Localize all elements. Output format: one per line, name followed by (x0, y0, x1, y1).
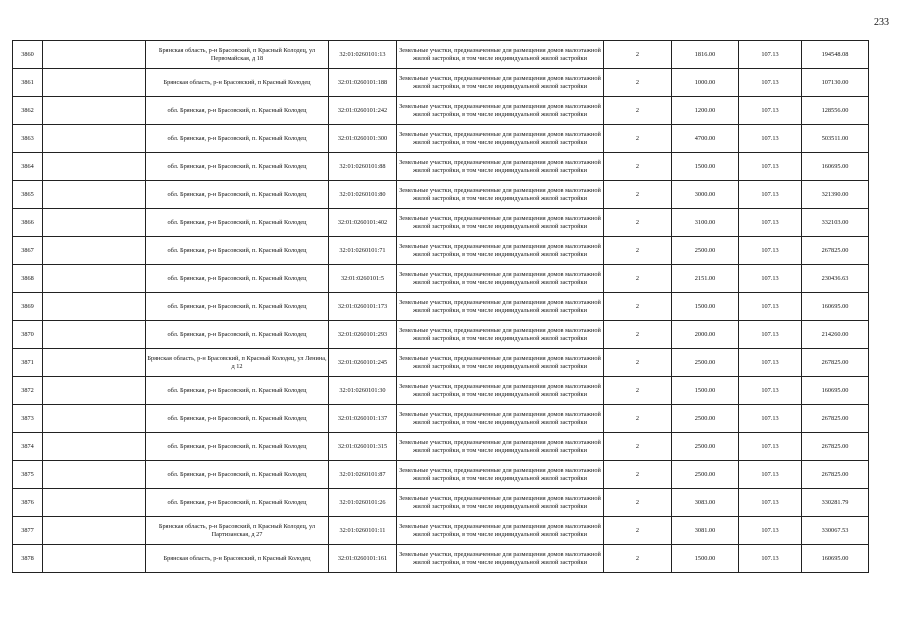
cell-rate: 107.13 (739, 237, 802, 265)
cell-row-number: 3875 (13, 461, 43, 489)
cell-permitted-use: Земельные участки, предназначенные для размещения домов малоэтажной жилой застройки, в том числе индивидуальной жилой застройки (397, 545, 604, 573)
cell-cadastral-value: 128556.00 (802, 97, 869, 125)
cell-row-number: 3871 (13, 349, 43, 377)
table-row (13, 433, 869, 461)
cell-address: обл. Брянская, р-н Брасовский, п. Красный Колодец (146, 489, 329, 517)
table-row (13, 237, 869, 265)
cell-rate: 107.13 (739, 265, 802, 293)
cell-cadastral-value: 160695.00 (802, 293, 869, 321)
cell-area: 1500.00 (672, 293, 739, 321)
table-row (13, 97, 869, 125)
table-body (13, 41, 869, 573)
cell-category: 2 (604, 209, 672, 237)
cell-address: обл. Брянская, р-н Брасовский, п. Красный Колодец (146, 181, 329, 209)
cell-address: обл. Брянская, р-н Брасовский, п. Красный Колодец (146, 405, 329, 433)
cell-empty (43, 125, 146, 153)
cell-cadastral-value: 330067.53 (802, 517, 869, 545)
cell-empty (43, 209, 146, 237)
cell-cadastral-value: 503511.00 (802, 125, 869, 153)
cell-area: 3000.00 (672, 181, 739, 209)
cell-area: 3100.00 (672, 209, 739, 237)
cell-address: обл. Брянская, р-н Брасовский, п. Красный Колодец (146, 433, 329, 461)
cell-cadastral-value: 107130.00 (802, 69, 869, 97)
cell-area: 2500.00 (672, 349, 739, 377)
cell-rate: 107.13 (739, 433, 802, 461)
cell-permitted-use: Земельные участки, предназначенные для размещения домов малоэтажной жилой застройки, в том числе индивидуальной жилой застройки (397, 265, 604, 293)
cell-category: 2 (604, 237, 672, 265)
cell-permitted-use: Земельные участки, предназначенные для размещения домов малоэтажной жилой застройки, в том числе индивидуальной жилой застройки (397, 349, 604, 377)
cell-cadastral-number: 32:01:0260101:402 (329, 209, 397, 237)
cell-permitted-use: Земельные участки, предназначенные для размещения домов малоэтажной жилой застройки, в том числе индивидуальной жилой застройки (397, 237, 604, 265)
cell-row-number: 3865 (13, 181, 43, 209)
cell-cadastral-number: 32:01:0260101:242 (329, 97, 397, 125)
cell-empty (43, 69, 146, 97)
cell-permitted-use: Земельные участки, предназначенные для размещения домов малоэтажной жилой застройки, в том числе индивидуальной жилой застройки (397, 69, 604, 97)
cell-category: 2 (604, 349, 672, 377)
cell-cadastral-number: 32:01:0260101:293 (329, 321, 397, 349)
cell-address: обл. Брянская, р-н Брасовский, п. Красный Колодец (146, 377, 329, 405)
table-row (13, 41, 869, 69)
cell-rate: 107.13 (739, 517, 802, 545)
cell-area: 3081.00 (672, 517, 739, 545)
cell-permitted-use: Земельные участки, предназначенные для размещения домов малоэтажной жилой застройки, в том числе индивидуальной жилой застройки (397, 405, 604, 433)
cell-cadastral-number: 32:01:0260101:71 (329, 237, 397, 265)
cell-permitted-use: Земельные участки, предназначенные для размещения домов малоэтажной жилой застройки, в том числе индивидуальной жилой застройки (397, 517, 604, 545)
table-row (13, 405, 869, 433)
cell-rate: 107.13 (739, 125, 802, 153)
cell-cadastral-value: 267825.00 (802, 405, 869, 433)
cell-area: 2500.00 (672, 433, 739, 461)
cell-category: 2 (604, 153, 672, 181)
cell-row-number: 3866 (13, 209, 43, 237)
table-row (13, 181, 869, 209)
cell-cadastral-value: 321390.00 (802, 181, 869, 209)
cell-row-number: 3861 (13, 69, 43, 97)
cell-cadastral-value: 160695.00 (802, 153, 869, 181)
cell-cadastral-value: 214260.00 (802, 321, 869, 349)
cell-address: Брянская область, р-н Брасовский, п Красный Колодец (146, 69, 329, 97)
cell-rate: 107.13 (739, 461, 802, 489)
cell-rate: 107.13 (739, 293, 802, 321)
cell-rate: 107.13 (739, 153, 802, 181)
cell-area: 2000.00 (672, 321, 739, 349)
page-number: 233 (874, 17, 889, 28)
cell-area: 1200.00 (672, 97, 739, 125)
cell-address: обл. Брянская, р-н Брасовский, п. Красный Колодец (146, 209, 329, 237)
cell-permitted-use: Земельные участки, предназначенные для размещения домов малоэтажной жилой застройки, в том числе индивидуальной жилой застройки (397, 153, 604, 181)
cell-empty (43, 293, 146, 321)
cell-rate: 107.13 (739, 41, 802, 69)
cell-cadastral-number: 32:01:0260101:88 (329, 153, 397, 181)
cell-empty (43, 321, 146, 349)
cell-rate: 107.13 (739, 405, 802, 433)
cell-empty (43, 153, 146, 181)
cell-cadastral-number: 32:01:0260101:13 (329, 41, 397, 69)
cell-category: 2 (604, 545, 672, 573)
cell-permitted-use: Земельные участки, предназначенные для размещения домов малоэтажной жилой застройки, в том числе индивидуальной жилой застройки (397, 41, 604, 69)
cell-row-number: 3870 (13, 321, 43, 349)
table-row (13, 321, 869, 349)
table-row (13, 377, 869, 405)
cell-permitted-use: Земельные участки, предназначенные для размещения домов малоэтажной жилой застройки, в том числе индивидуальной жилой застройки (397, 97, 604, 125)
cell-cadastral-value: 267825.00 (802, 433, 869, 461)
cell-cadastral-value: 194548.08 (802, 41, 869, 69)
cell-category: 2 (604, 517, 672, 545)
cell-address: обл. Брянская, р-н Брасовский, п. Красный Колодец (146, 153, 329, 181)
cell-address: обл. Брянская, р-н Брасовский, п. Красный Колодец (146, 237, 329, 265)
cell-category: 2 (604, 97, 672, 125)
cell-cadastral-number: 32:01:0260101:80 (329, 181, 397, 209)
cell-rate: 107.13 (739, 349, 802, 377)
cell-category: 2 (604, 69, 672, 97)
cell-rate: 107.13 (739, 545, 802, 573)
cell-empty (43, 489, 146, 517)
table-row (13, 265, 869, 293)
cell-address: Брянская область, р-н Брасовский, п Красный Колодец, ул Первомайская, д 18 (146, 41, 329, 69)
cell-permitted-use: Земельные участки, предназначенные для размещения домов малоэтажной жилой застройки, в том числе индивидуальной жилой застройки (397, 489, 604, 517)
cell-cadastral-value: 267825.00 (802, 461, 869, 489)
cell-row-number: 3872 (13, 377, 43, 405)
cell-area: 1500.00 (672, 153, 739, 181)
cell-cadastral-number: 32:01:0260101:87 (329, 461, 397, 489)
cell-permitted-use: Земельные участки, предназначенные для размещения домов малоэтажной жилой застройки, в том числе индивидуальной жилой застройки (397, 181, 604, 209)
cell-category: 2 (604, 293, 672, 321)
cell-cadastral-number: 32:01:0260101:5 (329, 265, 397, 293)
cell-empty (43, 181, 146, 209)
cell-row-number: 3860 (13, 41, 43, 69)
cell-cadastral-number: 32:01:0260101:26 (329, 489, 397, 517)
cell-cadastral-number: 32:01:0260101:188 (329, 69, 397, 97)
cell-row-number: 3864 (13, 153, 43, 181)
cell-category: 2 (604, 321, 672, 349)
cell-empty (43, 97, 146, 125)
land-registry-table (12, 40, 869, 573)
cell-area: 2500.00 (672, 405, 739, 433)
cell-row-number: 3873 (13, 405, 43, 433)
cell-cadastral-value: 267825.00 (802, 237, 869, 265)
cell-empty (43, 265, 146, 293)
cell-area: 1500.00 (672, 377, 739, 405)
cell-address: обл. Брянская, р-н Брасовский, п. Красный Колодец (146, 265, 329, 293)
cell-permitted-use: Земельные участки, предназначенные для размещения домов малоэтажной жилой застройки, в том числе индивидуальной жилой застройки (397, 433, 604, 461)
cell-row-number: 3868 (13, 265, 43, 293)
cell-area: 4700.00 (672, 125, 739, 153)
cell-permitted-use: Земельные участки, предназначенные для размещения домов малоэтажной жилой застройки, в том числе индивидуальной жилой застройки (397, 125, 604, 153)
cell-cadastral-number: 32:01:0260101:300 (329, 125, 397, 153)
cell-address: обл. Брянская, р-н Брасовский, п. Красный Колодец (146, 125, 329, 153)
cell-area: 1000.00 (672, 69, 739, 97)
cell-address: Брянская область, р-н Брасовский, п Красный Колодец, ул Партизанская, д 27 (146, 517, 329, 545)
table-row (13, 153, 869, 181)
cell-address: Брянская область, р-н Брасовский, п Красный Колодец (146, 545, 329, 573)
cell-row-number: 3877 (13, 517, 43, 545)
cell-permitted-use: Земельные участки, предназначенные для размещения домов малоэтажной жилой застройки, в том числе индивидуальной жилой застройки (397, 461, 604, 489)
cell-category: 2 (604, 489, 672, 517)
cell-area: 2500.00 (672, 237, 739, 265)
cell-permitted-use: Земельные участки, предназначенные для размещения домов малоэтажной жилой застройки, в том числе индивидуальной жилой застройки (397, 377, 604, 405)
cell-rate: 107.13 (739, 377, 802, 405)
cell-empty (43, 377, 146, 405)
cell-area: 1500.00 (672, 545, 739, 573)
cell-rate: 107.13 (739, 69, 802, 97)
cell-category: 2 (604, 125, 672, 153)
cell-address: обл. Брянская, р-н Брасовский, п. Красный Колодец (146, 293, 329, 321)
cell-permitted-use: Земельные участки, предназначенные для размещения домов малоэтажной жилой застройки, в том числе индивидуальной жилой застройки (397, 209, 604, 237)
cell-rate: 107.13 (739, 97, 802, 125)
cell-empty (43, 41, 146, 69)
cell-row-number: 3867 (13, 237, 43, 265)
cell-cadastral-value: 160695.00 (802, 377, 869, 405)
cell-empty (43, 349, 146, 377)
cell-row-number: 3862 (13, 97, 43, 125)
cell-row-number: 3876 (13, 489, 43, 517)
cell-cadastral-number: 32:01:0260101:161 (329, 545, 397, 573)
cell-cadastral-number: 32:01:0260101:315 (329, 433, 397, 461)
cell-category: 2 (604, 377, 672, 405)
cell-empty (43, 517, 146, 545)
cell-cadastral-number: 32:01:0260101:11 (329, 517, 397, 545)
cell-cadastral-value: 267825.00 (802, 349, 869, 377)
table-row (13, 293, 869, 321)
table-row (13, 125, 869, 153)
cell-category: 2 (604, 405, 672, 433)
table-row (13, 209, 869, 237)
cell-cadastral-value: 230436.63 (802, 265, 869, 293)
cell-category: 2 (604, 181, 672, 209)
cell-cadastral-value: 330281.79 (802, 489, 869, 517)
cell-empty (43, 461, 146, 489)
cell-address: обл. Брянская, р-н Брасовский, п. Красный Колодец (146, 97, 329, 125)
cell-address: Брянская область, р-н Брасовский, п Красный Колодец, ул Ленина, д 12 (146, 349, 329, 377)
cell-cadastral-value: 160695.00 (802, 545, 869, 573)
table-row (13, 69, 869, 97)
cell-permitted-use: Земельные участки, предназначенные для размещения домов малоэтажной жилой застройки, в том числе индивидуальной жилой застройки (397, 293, 604, 321)
table-row (13, 517, 869, 545)
cell-category: 2 (604, 461, 672, 489)
cell-area: 2151.00 (672, 265, 739, 293)
cell-row-number: 3874 (13, 433, 43, 461)
cell-rate: 107.13 (739, 321, 802, 349)
cell-row-number: 3863 (13, 125, 43, 153)
cell-empty (43, 433, 146, 461)
cell-area: 1816.00 (672, 41, 739, 69)
cell-cadastral-number: 32:01:0260101:173 (329, 293, 397, 321)
cell-row-number: 3878 (13, 545, 43, 573)
table-row (13, 489, 869, 517)
cell-address: обл. Брянская, р-н Брасовский, п. Красный Колодец (146, 321, 329, 349)
cell-category: 2 (604, 41, 672, 69)
cell-rate: 107.13 (739, 209, 802, 237)
table-row (13, 349, 869, 377)
cell-category: 2 (604, 433, 672, 461)
cell-empty (43, 237, 146, 265)
table-row (13, 461, 869, 489)
cell-category: 2 (604, 265, 672, 293)
cell-area: 3083.00 (672, 489, 739, 517)
cell-cadastral-number: 32:01:0260101:245 (329, 349, 397, 377)
cell-rate: 107.13 (739, 181, 802, 209)
cell-area: 2500.00 (672, 461, 739, 489)
cell-empty (43, 545, 146, 573)
cell-row-number: 3869 (13, 293, 43, 321)
cell-cadastral-number: 32:01:0260101:137 (329, 405, 397, 433)
cell-cadastral-number: 32:01:0260101:30 (329, 377, 397, 405)
cell-permitted-use: Земельные участки, предназначенные для размещения домов малоэтажной жилой застройки, в том числе индивидуальной жилой застройки (397, 321, 604, 349)
table-row (13, 545, 869, 573)
cell-rate: 107.13 (739, 489, 802, 517)
cell-empty (43, 405, 146, 433)
cell-address: обл. Брянская, р-н Брасовский, п. Красный Колодец (146, 461, 329, 489)
cell-cadastral-value: 332103.00 (802, 209, 869, 237)
